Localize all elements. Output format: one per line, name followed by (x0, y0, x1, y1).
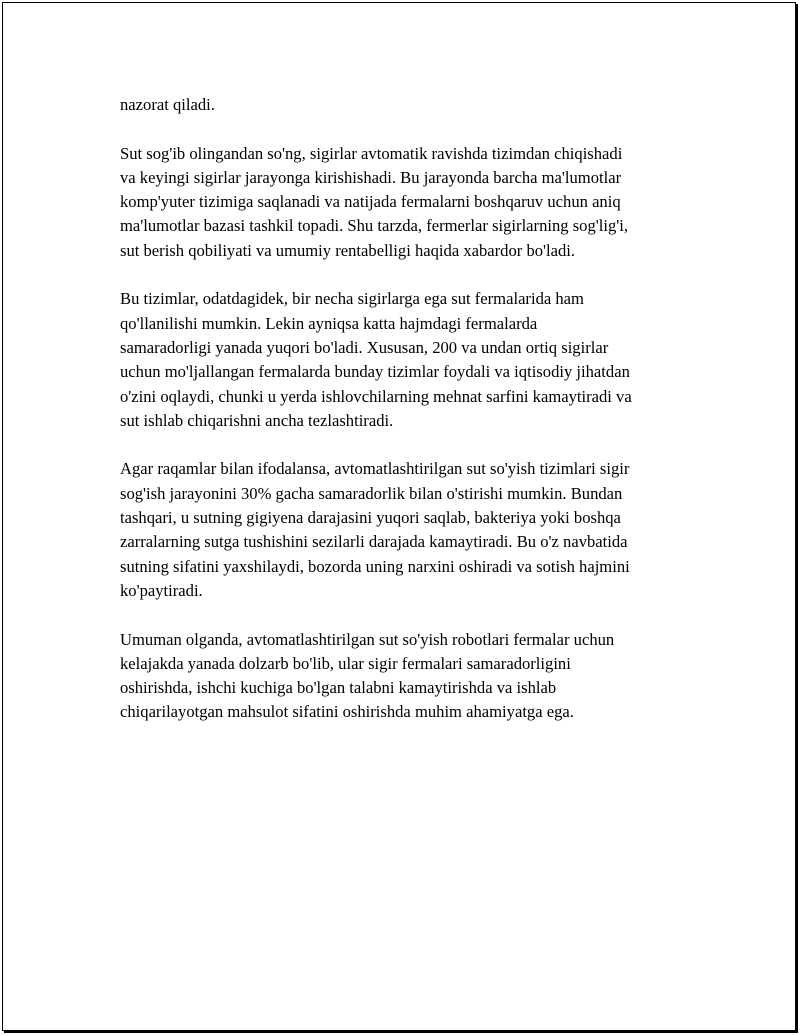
text-line: komp'yuter tizimiga saqlanadi va natijada fermalarni boshqaruv uchun aniq (120, 192, 621, 212)
paragraph-1 (120, 93, 700, 117)
text-line: ko'paytiradi. (120, 580, 203, 600)
text-line: va keyingi sigirlar jarayonga kirishishadi. Bu jarayonda barcha ma'lumotlar (120, 167, 622, 187)
text-line: Sut sog'ib olingandan so'ng, sigirlar avtomatik ravishda tizimdan chiqishadi (120, 143, 623, 163)
text-line: sut ishlab chiqarishni ancha tezlashtiradi. (120, 410, 394, 430)
document-page (2, 2, 796, 1031)
text-line: o'zini oqlaydi, chunki u yerda ishlovchilarning mehnat sarfini kamaytiradi va (120, 386, 632, 406)
text-line: qo'llanilishi mumkin. Lekin ayniqsa katta hajmdagi fermalarda (120, 313, 538, 333)
text-line: sog'ish jarayonini 30% gacha samaradorlik bilan o'stirishi mumkin. Bundan (120, 483, 623, 503)
text-line: samaradorligi yanada yuqori bo'ladi. Xususan, 200 va undan ortiq sigirlar (120, 337, 609, 357)
text-line: Agar raqamlar bilan ifodalansa, avtomatlashtirilgan sut so'yish tizimlari sigir (120, 459, 630, 479)
paragraph-4 (120, 457, 700, 603)
text-line: sut berish qobiliyati va umumiy rentabelligi haqida xabardor bo'ladi. (120, 240, 576, 260)
paragraph-2 (120, 142, 700, 263)
text-line: ma'lumotlar bazasi tashkil topadi. Shu tarzda, fermerlar sigirlarning sog'lig'i, (120, 216, 629, 236)
text-line: zarralarning sutga tushishini sezilarli darajada kamaytiradi. Bu o'z navbatida (120, 532, 628, 552)
text-line: oshirishda, ishchi kuchiga bo'lgan talabni kamaytirishda va ishlab (120, 678, 557, 698)
text-line: Bu tizimlar, odatdagidek, bir necha sigirlarga ega sut fermalarida ham (120, 289, 584, 309)
text-line: Umuman olganda, avtomatlashtirilgan sut so'yish robotlari fermalar uchun (120, 629, 615, 649)
text-line: kelajakda yanada dolzarb bo'lib, ular sigir fermalari samaradorligini (120, 653, 571, 673)
text-line: nazorat qiladi. (120, 95, 215, 114)
text-line: chiqarilayotgan mahsulot sifatini oshirishda muhim ahamiyatga ega. (120, 702, 574, 722)
text-line: tashqari, u sutning gigiyena darajasini yuqori saqlab, bakteriya yoki boshqa (120, 508, 621, 528)
paragraph-5 (120, 628, 700, 725)
text-line: sutning sifatini yaxshilaydi, bozorda uning narxini oshiradi va sotish hajmini (120, 556, 630, 576)
paragraph-3 (120, 287, 700, 433)
document-body (120, 93, 700, 749)
text-line: uchun mo'ljallangan fermalarda bunday tizimlar foydali va iqtisodiy jihatdan (120, 362, 630, 382)
